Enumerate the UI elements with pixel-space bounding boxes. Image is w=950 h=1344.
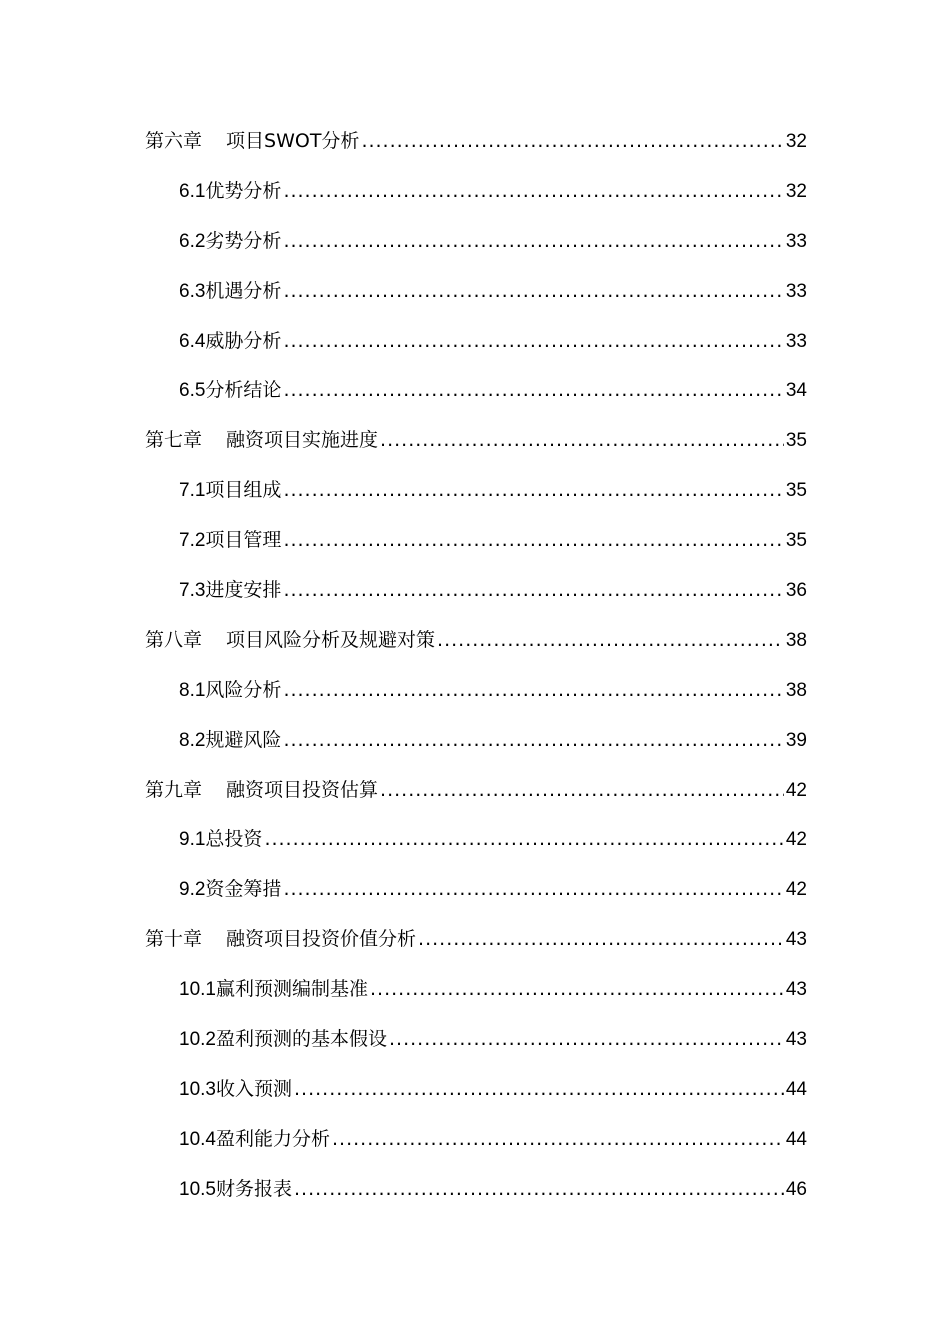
toc-page-number: 39 — [785, 729, 807, 751]
toc-entry-6-2[interactable] — [145, 222, 807, 272]
toc-page-number: 32 — [785, 131, 807, 152]
toc-entry-title: 进度安排 — [205, 579, 282, 602]
toc-leader-dots — [283, 721, 783, 759]
toc-page-number: 34 — [785, 380, 807, 402]
toc-entry-title: 项目SWOT分析 — [226, 130, 360, 152]
toc-entry-chapter-8[interactable] — [145, 621, 807, 671]
toc-page-number: 46 — [785, 1178, 807, 1200]
toc-leader-dots — [332, 1120, 784, 1158]
toc-leader-dots — [283, 172, 783, 210]
toc-entry-chapter-9[interactable] — [145, 771, 807, 821]
toc-section-number: 9.2 — [179, 879, 206, 901]
toc-section-number: 10.3 — [179, 1078, 216, 1100]
toc-page-number: 33 — [785, 280, 807, 302]
toc-entry-7-1[interactable] — [145, 471, 807, 521]
toc-leader-dots — [283, 671, 783, 709]
toc-entry-title: 项目管理 — [205, 529, 282, 552]
toc-section-number: 7.3 — [179, 580, 206, 602]
toc-chapter-label: 第十章 — [145, 928, 203, 951]
table-of-contents — [145, 122, 807, 1220]
toc-page-number: 35 — [785, 430, 807, 452]
toc-chapter-label: 第六章 — [145, 130, 203, 152]
toc-leader-dots — [437, 621, 784, 659]
toc-page-number: 42 — [785, 879, 807, 901]
toc-leader-dots — [380, 421, 784, 459]
toc-page-number: 36 — [785, 580, 807, 602]
toc-entry-10-2[interactable] — [145, 1020, 807, 1070]
toc-entry-7-2[interactable] — [145, 521, 807, 571]
toc-entry-title: 机遇分析 — [205, 279, 282, 302]
toc-entry-title: 融资项目实施进度 — [226, 429, 379, 452]
toc-section-number: 10.2 — [179, 1029, 216, 1051]
toc-leader-dots — [283, 870, 783, 908]
toc-section-number: 6.1 — [179, 180, 206, 202]
toc-entry-10-4[interactable] — [145, 1120, 807, 1170]
toc-entry-6-1[interactable] — [145, 172, 807, 222]
toc-leader-dots — [283, 371, 783, 409]
toc-page-number: 43 — [785, 929, 807, 951]
toc-entry-title: 盈利能力分析 — [215, 1127, 330, 1150]
toc-entry-title: 项目组成 — [205, 479, 282, 502]
toc-page-number: 44 — [785, 1128, 807, 1150]
toc-entry-10-3[interactable] — [145, 1070, 807, 1120]
toc-section-number: 10.5 — [179, 1178, 216, 1200]
toc-page-number: 43 — [785, 979, 807, 1001]
toc-entry-title: 财务报表 — [215, 1177, 292, 1200]
toc-entry-7-3[interactable] — [145, 571, 807, 621]
toc-leader-dots — [283, 521, 783, 559]
toc-entry-title: 风险分析 — [205, 678, 282, 701]
toc-section-number: 6.4 — [179, 330, 206, 352]
toc-entry-chapter-6[interactable] — [145, 122, 807, 172]
toc-entry-title: 优势分析 — [205, 179, 282, 202]
toc-section-number: 6.3 — [179, 280, 206, 302]
toc-chapter-label: 第八章 — [145, 628, 203, 651]
toc-page-number: 38 — [785, 679, 807, 701]
toc-section-number: 9.1 — [179, 829, 206, 851]
toc-entry-title: 威胁分析 — [205, 329, 282, 352]
toc-entry-title: 劣势分析 — [205, 229, 282, 252]
toc-section-number: 10.4 — [179, 1128, 216, 1150]
toc-page-number: 33 — [785, 330, 807, 352]
toc-page-number: 44 — [785, 1078, 807, 1100]
toc-section-number: 7.1 — [179, 480, 206, 502]
toc-entry-title: 分析结论 — [205, 379, 282, 402]
toc-page-number: 32 — [785, 180, 807, 202]
toc-page-number: 43 — [785, 1029, 807, 1051]
toc-page-number: 35 — [785, 480, 807, 502]
toc-leader-dots — [380, 771, 784, 809]
toc-entry-10-5[interactable] — [145, 1170, 807, 1220]
toc-chapter-label: 第九章 — [145, 778, 203, 801]
toc-entry-chapter-7[interactable] — [145, 421, 807, 471]
toc-page-number: 42 — [785, 829, 807, 851]
toc-leader-dots — [283, 571, 783, 609]
toc-entry-title: 项目风险分析及规避对策 — [226, 628, 436, 651]
toc-leader-dots — [283, 471, 783, 509]
toc-entry-6-5[interactable] — [145, 371, 807, 421]
toc-chapter-label: 第七章 — [145, 429, 203, 452]
toc-leader-dots — [283, 322, 783, 360]
toc-entry-8-2[interactable] — [145, 721, 807, 771]
toc-entry-9-2[interactable] — [145, 870, 807, 920]
toc-section-number: 6.2 — [179, 230, 206, 252]
toc-entry-title: 赢利预测编制基准 — [215, 978, 368, 1001]
toc-entry-8-1[interactable] — [145, 671, 807, 721]
toc-entry-chapter-10[interactable] — [145, 920, 807, 970]
toc-leader-dots — [264, 820, 783, 858]
toc-section-number: 6.5 — [179, 380, 206, 402]
toc-entry-title: 收入预测 — [215, 1077, 292, 1100]
toc-entry-title: 盈利预测的基本假设 — [215, 1028, 387, 1051]
toc-page-number: 42 — [785, 779, 807, 801]
toc-leader-dots — [361, 122, 783, 160]
toc-entry-title: 资金筹措 — [205, 878, 282, 901]
toc-section-number: 8.1 — [179, 679, 206, 701]
toc-leader-dots — [294, 1070, 784, 1108]
toc-leader-dots — [283, 222, 783, 260]
toc-leader-dots — [283, 272, 783, 310]
toc-section-number: 10.1 — [179, 979, 216, 1001]
toc-entry-title: 规避风险 — [205, 728, 282, 751]
toc-section-number: 8.2 — [179, 729, 206, 751]
toc-entry-6-4[interactable] — [145, 322, 807, 372]
toc-page-number: 38 — [785, 629, 807, 651]
toc-entry-title: 融资项目投资估算 — [226, 778, 379, 801]
toc-leader-dots — [389, 1020, 784, 1058]
toc-entry-9-1[interactable] — [145, 820, 807, 870]
toc-entry-title: 总投资 — [205, 828, 263, 851]
toc-page-number: 33 — [785, 230, 807, 252]
toc-entry-6-3[interactable] — [145, 272, 807, 322]
toc-page-number: 35 — [785, 530, 807, 552]
toc-leader-dots — [418, 920, 784, 958]
toc-leader-dots — [370, 970, 784, 1008]
toc-section-number: 7.2 — [179, 530, 206, 552]
toc-leader-dots — [294, 1170, 784, 1208]
toc-entry-10-1[interactable] — [145, 970, 807, 1020]
toc-entry-title: 融资项目投资价值分析 — [226, 928, 417, 951]
